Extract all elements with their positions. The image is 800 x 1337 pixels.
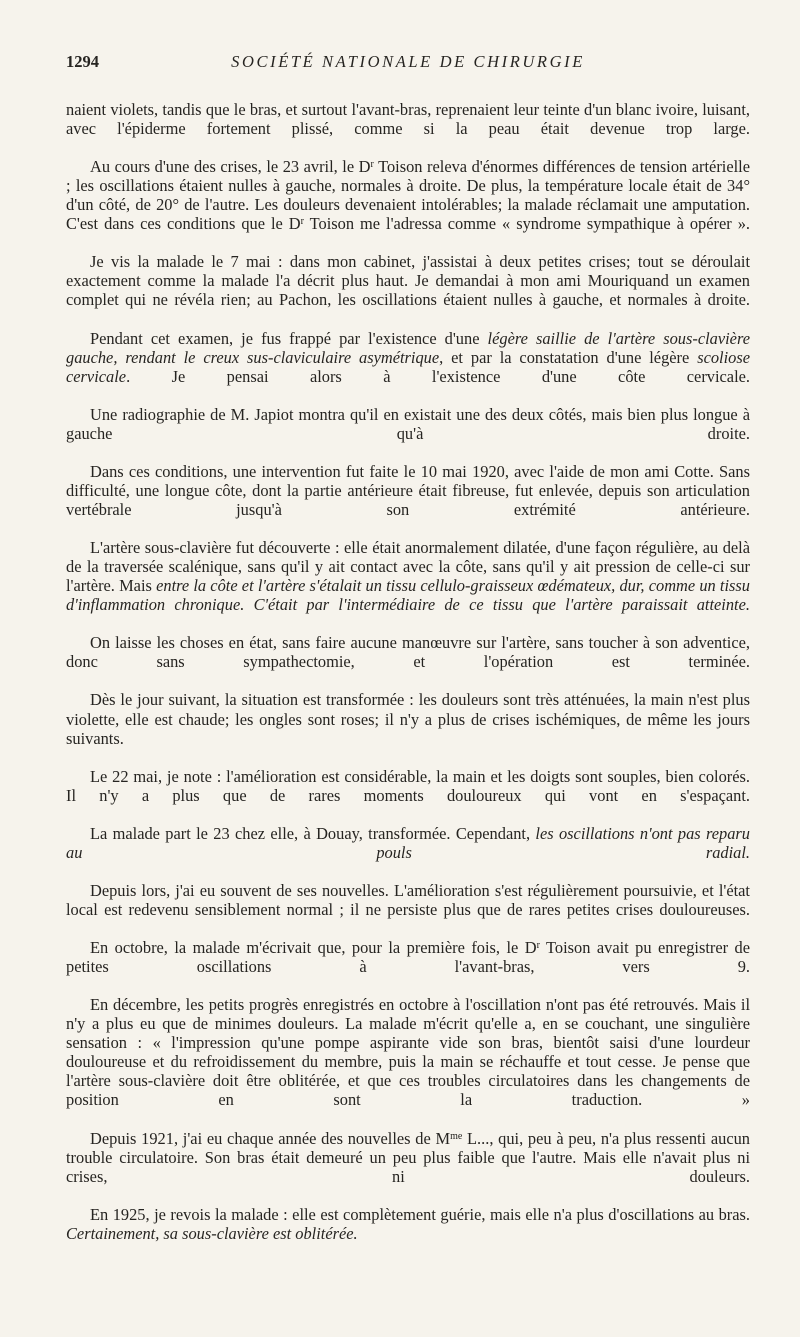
paragraph	[66, 252, 755, 328]
text-run: On laisse les choses en état, sans faire aucune manœuvre sur l'artère, sans toucher à son adventice, donc sans sympathectomie, et l'opération est terminée.	[66, 633, 755, 672]
page-header	[66, 52, 750, 76]
italic-text: entre la côte et l'artère s'étalait un tissu cellulo-graisseux œdémateux, dur, comme un tissu d'inflammation chronique. C'était par l'intermédiaire de ce tissu que l'artère paraissait atteinte.	[66, 576, 755, 615]
text-run: En octobre, la malade m'écrivait que, pour la première fois, le D	[90, 938, 537, 958]
text-run: Toison me l'adressa comme « syndrome sympathique à opérer ».	[303, 214, 750, 234]
paragraph	[66, 157, 755, 252]
text-run: Dès le jour suivant, la situation est transformée : les douleurs sont très atténuées, la main n'est plus violette, elle est chaude; les ongles sont roses; il n'y a plus de crises ischémiques, de même les jours suivants.	[66, 690, 755, 748]
paragraph	[66, 1204, 755, 1243]
text-run: Depuis lors, j'ai eu souvent de ses nouvelles. L'amélioration s'est régulièrement poursuivie, et l'état local est redevenu sensiblement normal ; il ne persiste plus que de rares petites crises douloureuses.	[66, 880, 755, 919]
text-run: . Je pensai alors à l'existence d'une côte cervicale.	[126, 366, 750, 386]
text-run: naient violets, tandis que le bras, et surtout l'avant-bras, reprenaient leur teinte d'un blanc ivoire, luisant, avec l'épiderme fortement plissé, comme si la peau était devenue trop large.	[66, 100, 755, 139]
text-run: En 1925, je revois la malade : elle est complètement guérie, mais elle n'a plus d'oscillations au bras.	[90, 1204, 755, 1224]
paragraph	[66, 938, 755, 995]
text-run: En décembre, les petits progrès enregistrés en octobre à l'oscillation n'ont pas été retrouvés. Mais il n'y a plus eu que de minimes douleurs. La malade m'écrit qu'elle a, en se couchant, une singulière sensation : « l'impression qu'une pompe aspirante vide son bras, bientôt saisi d'une lourdeur douloureuse et du refroidissement du membre, puis la main se réchauffe et tout cesse. Je pense que l'artère sous-clavière doit être oblitérée, et que ces troubles circulatoires dans les changements de position en sont la traduction. »	[66, 995, 755, 1110]
italic-text: légère saillie de l'artère sous-clavière gauche, rendant le creux sus-claviculaire asymétrique	[66, 328, 755, 367]
paragraph	[66, 880, 755, 938]
paragraph	[66, 995, 755, 1128]
running-title: SOCIÉTÉ NATIONALE DE CHIRURGIE	[231, 52, 585, 71]
superscript: r	[536, 940, 540, 952]
text-run: Depuis 1921, j'ai eu chaque année des nouvelles de M	[90, 1128, 451, 1148]
text-run: Pendant cet examen, je fus frappé par l'existence d'une	[90, 328, 488, 348]
italic-text: les oscillations n'ont pas reparu au pouls radial.	[66, 823, 755, 862]
text-run: Au cours d'une des crises, le 23 avril, le D	[90, 157, 371, 177]
paragraph	[66, 1128, 755, 1205]
paragraph	[66, 823, 755, 881]
paragraph	[66, 633, 755, 690]
italic-text: Certainement, sa sous-clavière est oblitérée.	[66, 1223, 358, 1243]
paragraph	[66, 538, 755, 633]
paragraph	[66, 100, 755, 157]
text-run: , et par la constatation d'une légère	[439, 347, 698, 367]
text-run: Toison releva d'énormes différences de tension artérielle ; les oscillations étaient nulles à gauche, normales à droite. De plus, la température locale était de 34° d'un côté, de 20° de l'autre. Les douleurs devenaient intolérables; la malade réclamait une amputation. C'est dans ces conditions que le D	[66, 157, 755, 234]
page-number: 1294	[66, 52, 99, 71]
superscript: r	[370, 159, 374, 171]
text-run: Le 22 mai, je note : l'amélioration est considérable, la main et les doigts sont souples, bien colorés. Il n'y a plus que de rares moments douloureux qui vont en s'espaçant.	[66, 766, 755, 805]
paragraph	[66, 461, 755, 538]
paragraph	[66, 766, 755, 824]
superscript: r	[300, 216, 304, 228]
text-run: La malade part le 23 chez elle, à Douay, transformée. Cependant,	[90, 823, 536, 843]
body-text	[66, 100, 755, 1243]
italic-text: scoliose cervicale	[66, 347, 755, 386]
paragraph	[66, 404, 755, 462]
text-run: Dans ces conditions, une intervention fut faite le 10 mai 1920, avec l'aide de mon ami Cotte. Sans difficulté, une longue côte, dont la partie antérieure était fibreuse, fut enlevée, depuis son articulation vertébrale jusqu'à son extrémité antérieure.	[66, 461, 755, 519]
text-run: Toison avait pu enregistrer de petites oscillations à l'avant-bras, vers 9.	[66, 938, 755, 977]
superscript: me	[450, 1130, 463, 1142]
text-run: Une radiographie de M. Japiot montra qu'il en existait une des deux côtés, mais bien plus longue à gauche qu'à droite.	[66, 404, 755, 443]
paragraph	[66, 328, 755, 405]
text-run: Je vis la malade le 7 mai : dans mon cabinet, j'assistai à deux petites crises; tout se déroulait exactement comme la malade l'a décrit plus haut. Je demandai à mon ami Mouriquand un examen complet qui ne révéla rien; au Pachon, les oscillations étaient nulles à gauche, et normales à droite.	[66, 252, 755, 310]
paragraph	[66, 690, 755, 766]
text-run: L..., qui, peu à peu, n'a plus ressenti aucun trouble circulatoire. Son bras était demeuré un peu plus faible que l'autre. Mais elle n'avait plus ni crises, ni douleurs.	[66, 1128, 755, 1186]
text-run: L'artère sous-clavière fut découverte : elle était anormalement dilatée, d'une façon régulière, au delà de la traversée scalénique, sans qu'il y ait contact avec la côte, sans qu'il y ait pression de celle-ci sur l'artère. Mais	[66, 538, 755, 596]
